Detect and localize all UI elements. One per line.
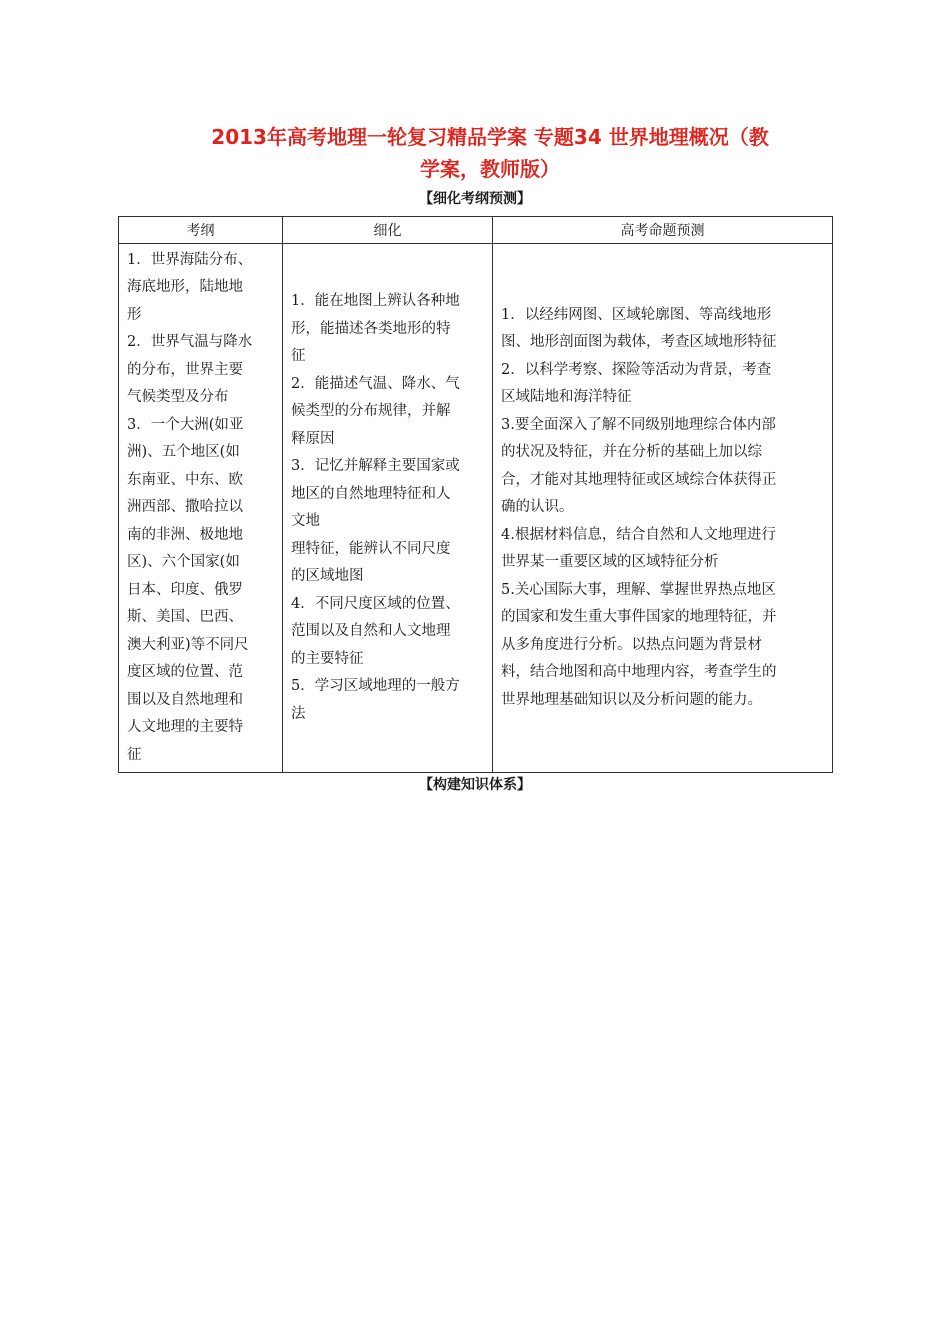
- detail-line: 2．能描述气温、降水、气: [291, 375, 460, 392]
- outline-line: 南的非洲、极地地: [127, 526, 243, 543]
- prediction-line: 区域陆地和海洋特征: [501, 389, 632, 406]
- outline-line: 2．世界气温与降水: [127, 334, 253, 351]
- table-header-row: [119, 217, 833, 244]
- detail-line: 形，能描述各类地形的特: [291, 320, 451, 337]
- prediction-line: 1．以经纬网图、区域轮廓图、等高线地形: [501, 306, 772, 323]
- prediction-line: 世界某一重要区域的区域特征分析: [501, 554, 719, 571]
- outline-line: 的分布，世界主要: [127, 361, 243, 378]
- prediction-line: 4.根据材料信息，结合自然和人文地理进行: [501, 526, 776, 543]
- section-label-outline-prediction: 【细化考纲预测】: [419, 191, 531, 207]
- outline-line: 气候类型及分布: [127, 389, 229, 406]
- detail-line: 的主要特征: [291, 650, 364, 667]
- prediction-line: 的状况及特征，并在分析的基础上加以综: [501, 444, 762, 461]
- outline-line: 日本、印度、俄罗: [127, 581, 243, 598]
- prediction-line: 料，结合地图和高中地理内容，考查学生的: [501, 664, 777, 681]
- outline-line: 洲西部、撒哈拉以: [127, 499, 243, 516]
- header-detail: 细化: [283, 217, 493, 244]
- prediction-line: 确的认识。: [501, 499, 574, 516]
- detail-line: 候类型的分布规律，并解: [291, 403, 451, 419]
- document-title-line-1: 2013年高考地理一轮复习精品学案 专题34 世界地理概况（教: [211, 125, 769, 149]
- prediction-line: 2．以科学考察、探险等活动为背景，考查: [501, 361, 772, 378]
- outline-line: 3．一个大洲(如亚: [127, 416, 244, 433]
- detail-line: 的区域地图: [291, 568, 364, 584]
- section-label-knowledge-system: 【构建知识体系】: [419, 777, 531, 793]
- outline-line: 海底地形，陆地地: [127, 279, 243, 296]
- cell-outline: [119, 244, 283, 773]
- document-title-line-2: 学案，教师版）: [420, 157, 560, 181]
- outline-line: 征: [127, 746, 142, 763]
- prediction-line: 世界地理基础知识以及分析问题的能力。: [501, 691, 762, 708]
- outline-line: 区)、六个国家(如: [127, 554, 240, 571]
- prediction-line: 从多角度进行分析。以热点问题为背景材: [501, 636, 762, 653]
- detail-line: 5．学习区域地理的一般方: [291, 678, 460, 694]
- detail-line: 1．能在地图上辨认各种地: [291, 293, 460, 309]
- prediction-line: 合，才能对其地理特征或区域综合体获得正: [501, 471, 777, 488]
- prediction-line: 图、地形剖面图为载体，考查区域地形特征: [501, 334, 777, 351]
- prediction-line: 5.关心国际大事，理解、掌握世界热点地区: [501, 581, 776, 598]
- detail-line: 释原因: [291, 430, 335, 447]
- detail-line: 理特征，能辨认不同尺度: [291, 540, 451, 557]
- outline-line: 斯、美国、巴西、: [127, 609, 243, 626]
- outline-line: 澳大利亚)等不同尺: [127, 636, 249, 653]
- outline-line: 洲)、五个地区(如: [127, 444, 240, 461]
- header-prediction: 高考命题预测: [493, 217, 833, 244]
- detail-line: 地区的自然地理特征和人: [291, 485, 451, 502]
- table-row: [119, 244, 833, 773]
- detail-line: 范围以及自然和人文地理: [291, 623, 451, 639]
- header-outline: 考纲: [119, 217, 283, 244]
- outline-line: 形: [127, 306, 142, 323]
- detail-line: 3．记忆并解释主要国家或: [291, 458, 460, 474]
- detail-line: 法: [291, 705, 306, 722]
- cell-prediction: [493, 244, 833, 773]
- prediction-line: 3.要全面深入了解不同级别地理综合体内部: [501, 416, 776, 433]
- outline-table: [118, 216, 833, 773]
- detail-line: 征: [291, 348, 306, 364]
- prediction-line: 的国家和发生重大事件国家的地理特征，并: [501, 609, 777, 626]
- outline-line: 东南亚、中东、欧: [127, 471, 243, 488]
- cell-detail: [283, 244, 493, 773]
- outline-line: 围以及自然地理和: [127, 691, 243, 708]
- detail-line: 4．不同尺度区域的位置、: [291, 595, 460, 612]
- outline-line: 人文地理的主要特: [127, 719, 243, 736]
- outline-line: 度区域的位置、范: [127, 664, 243, 681]
- detail-line: 文地: [291, 513, 320, 529]
- outline-line: 1．世界海陆分布、: [127, 251, 253, 268]
